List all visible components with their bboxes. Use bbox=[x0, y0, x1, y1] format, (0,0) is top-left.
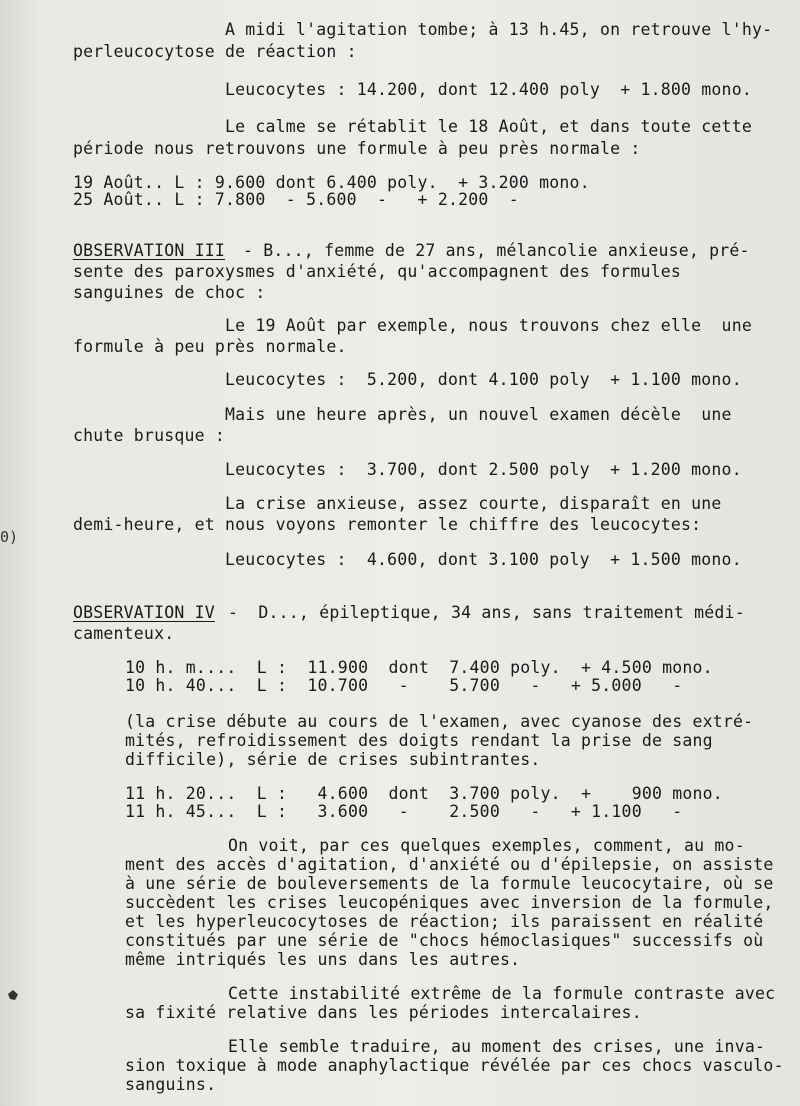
text-line: chute brusque : bbox=[73, 426, 226, 445]
text-line: 11 h. 20... L : 4.600 dont 3.700 poly. + 900 mono. bbox=[125, 784, 723, 803]
text-line: 10 h. m.... L : 11.900 dont 7.400 poly. + 4.500 mono. bbox=[125, 658, 713, 677]
text-line: sa fixité relative dans les périodes intercalaires. bbox=[125, 1003, 642, 1022]
text-line: demi-heure, et nous voyons remonter le chiffre des leucocytes: bbox=[73, 515, 702, 534]
text-line: mités, refroidissement des doigts rendant la prise de sang bbox=[125, 731, 713, 750]
text-line: sanguins. bbox=[125, 1075, 217, 1094]
text-line: et les hyperleucocytoses de réaction; ils paraissent en réalité bbox=[125, 912, 764, 931]
text-line: 11 h. 45... L : 3.600 - 2.500 - + 1.100 - bbox=[125, 802, 683, 821]
text-line: 19 Août.. L : 9.600 dont 6.400 poly. + 3.200 mono. bbox=[73, 173, 590, 192]
text-line: (la crise débute au cours de l'examen, avec cyanose des extré- bbox=[125, 712, 754, 731]
text-line: Leucocytes : 14.200, dont 12.400 poly + 1.800 mono. bbox=[225, 80, 752, 99]
text-line: formule à peu près normale. bbox=[73, 337, 347, 356]
text-line: succèdent les crises leucopéniques avec inversion de la formule, bbox=[125, 893, 774, 912]
text-line: La crise anxieuse, assez courte, disparaît en une bbox=[225, 494, 722, 513]
text-line: Elle semble traduire, au moment des crises, une inva- bbox=[228, 1037, 766, 1056]
text-line: à une série de bouleversements de la formule leucocytaire, où se bbox=[125, 874, 774, 893]
text-line: Le calme se rétablit le 18 Août, et dans toute cette bbox=[225, 117, 752, 136]
text-line: Leucocytes : 3.700, dont 2.500 poly + 1.200 mono. bbox=[225, 460, 742, 479]
text-line: 25 Août.. L : 7.800 - 5.600 - + 2.200 - bbox=[73, 190, 519, 209]
text-line: même intriqués les uns dans les autres. bbox=[125, 950, 521, 969]
text-line: constitués par une série de "chocs hémoclasiques" successifs où bbox=[125, 931, 764, 950]
text-line: Cette instabilité extrême de la formule contraste avec bbox=[228, 984, 776, 1003]
text-line: sion toxique à mode anaphylactique révélée par ces chocs vasculo- bbox=[125, 1056, 784, 1075]
text-line: - D..., épileptique, 34 ans, sans traitement médi- bbox=[228, 603, 745, 622]
text-line: sente des paroxysmes d'anxiété, qu'accompagnent des formules bbox=[73, 262, 682, 281]
text-line: A midi l'agitation tombe; à 13 h.45, on retrouve l'hy- bbox=[225, 20, 773, 39]
text-line: période nous retrouvons une formule à peu près normale : bbox=[73, 139, 641, 158]
section-heading: OBSERVATION IV bbox=[73, 603, 215, 622]
text-line: sanguines de choc : bbox=[73, 283, 266, 302]
text-line: Mais une heure après, un nouvel examen décèle une bbox=[225, 405, 732, 424]
text-line: Leucocytes : 4.600, dont 3.100 poly + 1.500 mono. bbox=[225, 550, 742, 569]
text-line: - B..., femme de 27 ans, mélancolie anxieuse, pré- bbox=[243, 241, 750, 260]
text-line: difficile), série de crises subintrantes. bbox=[125, 750, 541, 769]
text-line: On voit, par ces quelques exemples, comment, au mo- bbox=[228, 836, 745, 855]
margin-mark: 0) bbox=[0, 528, 19, 546]
text-line: Leucocytes : 5.200, dont 4.100 poly + 1.100 mono. bbox=[225, 370, 742, 389]
text-line: ment des accès d'agitation, d'anxiété ou d'épilepsie, on assiste bbox=[125, 855, 774, 874]
ink-blot bbox=[8, 990, 18, 1000]
text-line: perleucocytose de réaction : bbox=[73, 42, 357, 61]
text-line: Le 19 Août par exemple, nous trouvons chez elle une bbox=[225, 316, 752, 335]
section-heading: OBSERVATION III bbox=[73, 241, 226, 260]
text-line: 10 h. 40... L : 10.700 - 5.700 - + 5.000 - bbox=[125, 676, 683, 695]
text-line: camenteux. bbox=[73, 624, 175, 643]
